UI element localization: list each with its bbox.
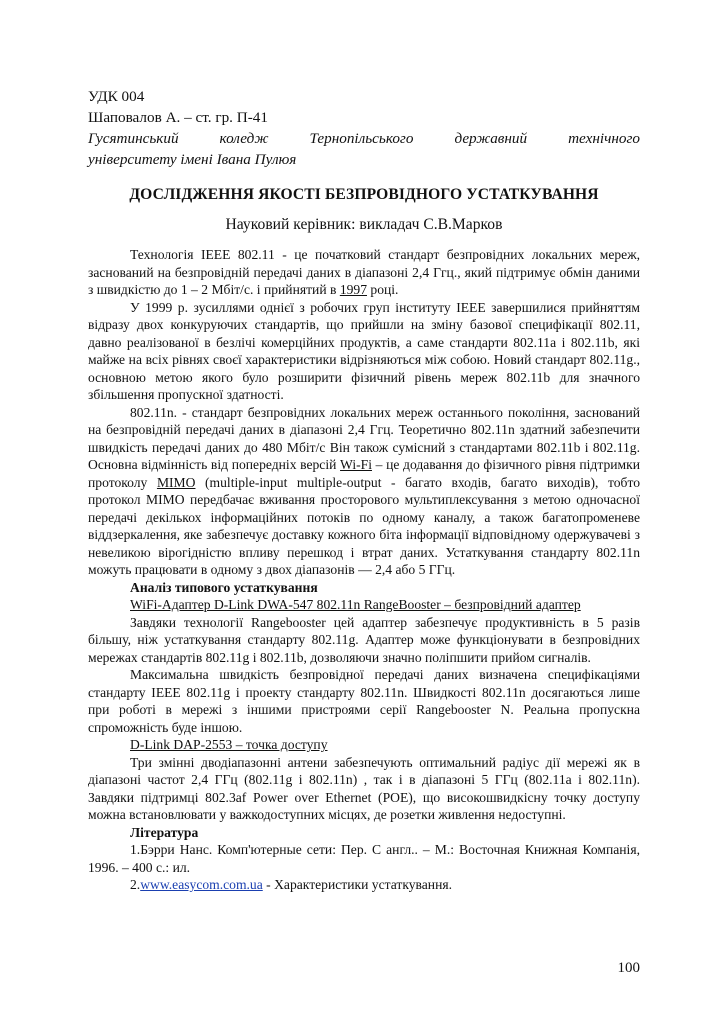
paragraph-80211n: 802.11n. - стандарт безпровідних локальних мереж останнього покоління, заснований на безпровідній передачі даних в діапазоні 2,4 Ггц. Теоретично 802.11n здатний забезпечити швидкість передачі даних до 480 Мбіт/с Він також сумісний з стандартами 802.11b і 802.11g. Основна відмінність від попередніх версій Wi-Fi – це додавання до фізичного рівня підтримки протоколу MIMO (multiple-input multiple-output - багато входів, багато виходів), тобто протокол MIMO передбачає вживання просторового мультиплексування з метою одночасної передачі декількох інформаційних потоків по одному каналу, а також багатопроменеве віддзеркалення, яке забезпечує доставку кожного біта інформації відповідному одержувачеві з невеликою вірогідністю впливу перешкод і втрат даних. Устаткування стандарту 802.11n можуть працювати в одному з двох діапазонів — 2,4 або 5 ГГц. <box>88 404 641 577</box>
paragraph-max-speed: Максимальна швидкість безпровідної передачі даних визначена специфікаціями стандарту IEEE 802.11g і проекту стандарту 802.11n. Швидкості 802.11n досягаються лише при роботі в мережі з іншими пристроями серії Rangebooster N. Реальна пропускна спроможність буде іншою. <box>88 667 640 735</box>
affiliation-line-1: Гусятинський коледж Тернопільського державний технічного <box>88 130 640 147</box>
paragraph-antennas: Три змінні дводіапазонні антени забезпечують оптимальний радіус дії мережі як в діапазоні частот 2,4 ГГц (802.11g і 802.11n) , так і в діапазоні 5 ГГц (802.11a і 802.11n). Завдяки підтримці 802.3af Power over Ethernet (POE), що високошвидкісну точку доступу можна встановлювати у важкодоступних місцях, де розетки живлення недоступні. <box>88 754 640 822</box>
reference-2: 2.www.easycom.com.ua - Характеристики устаткування. <box>130 877 453 892</box>
wifi-link[interactable]: Wi-Fi <box>340 457 372 472</box>
year-link[interactable]: 1997 <box>339 282 367 297</box>
article <box>88 86 640 894</box>
section-heading-analysis: Аналіз типового устаткування <box>130 579 318 595</box>
reference-1: 1.Бэрри Нанс. Комп'ютерные сети: Пер. С англ.. – М.: Восточная Книжная Компанія, 1996. – 400 с.: ил. <box>88 842 640 875</box>
scientific-advisor: Науковий керівник: викладач С.В.Марков <box>225 216 503 233</box>
udk-code: УДК 004 <box>88 88 145 105</box>
paragraph-ieee-80211: Технологія IEEE 802.11 - це початковий стандарт безпровідних локальних мереж, заснований на безпровідній передачі даних в діапазоні 2,4 Ггц., який підтримує обмін даними з швидкістю до 1 – 2 Мбіт/с. і прийнятий в 1997 році. <box>88 247 640 297</box>
page-number: 100 <box>617 960 640 976</box>
paragraph-1999-standards: У 1999 р. зусиллями однієї з робочих груп інституту IEEE завершилися прийняттям відразу двох конкуруючих стандартів, що прийшли на зміну базової специфікації 802.11, давно реалізованої в безлічі комерційних продуктів, а саме стандарти 802.11a і 802.11b, які майже на всіх рівнях своєї характеристики відрізняються між собою. Новий стандарт 802.11g., основною метою якого було розширити фізичний рівень мереж 802.11b для значного збільшення пропускної здатності. <box>88 299 640 402</box>
article-title: ДОСЛІДЖЕННЯ ЯКОСТІ БЕЗПРОВІДНОГО УСТАТКУВАННЯ <box>129 186 599 203</box>
paragraph-rangebooster: Завдяки технології Rangebooster цей адаптер забезпечує продуктивність в 5 разів більшу, ніж устаткування стандарту 802.11g. Адаптер може функціонувати в безпровідних мережах стандартів 802.11g і 802.11b, дозволяючи значно поліпшити прийом сигналів. <box>88 614 640 665</box>
article-body <box>88 246 640 894</box>
section-heading-literature: Література <box>130 824 199 840</box>
website-link[interactable]: www.easycom.com.ua <box>140 877 263 892</box>
device-heading-dwa547: WiFi-Адаптер D-Link DWA-547 802.11n RangeBooster – безпровідний адаптер <box>130 597 581 612</box>
mimo-link[interactable]: MIMO <box>156 474 196 490</box>
device-heading-dap2553: D-Link DAP-2553 – точка доступу <box>130 737 328 752</box>
author-line: Шаповалов А. – ст. гр. П-41 <box>88 109 268 126</box>
affiliation-line-2: університету імені Івана Пулюя <box>88 151 297 168</box>
